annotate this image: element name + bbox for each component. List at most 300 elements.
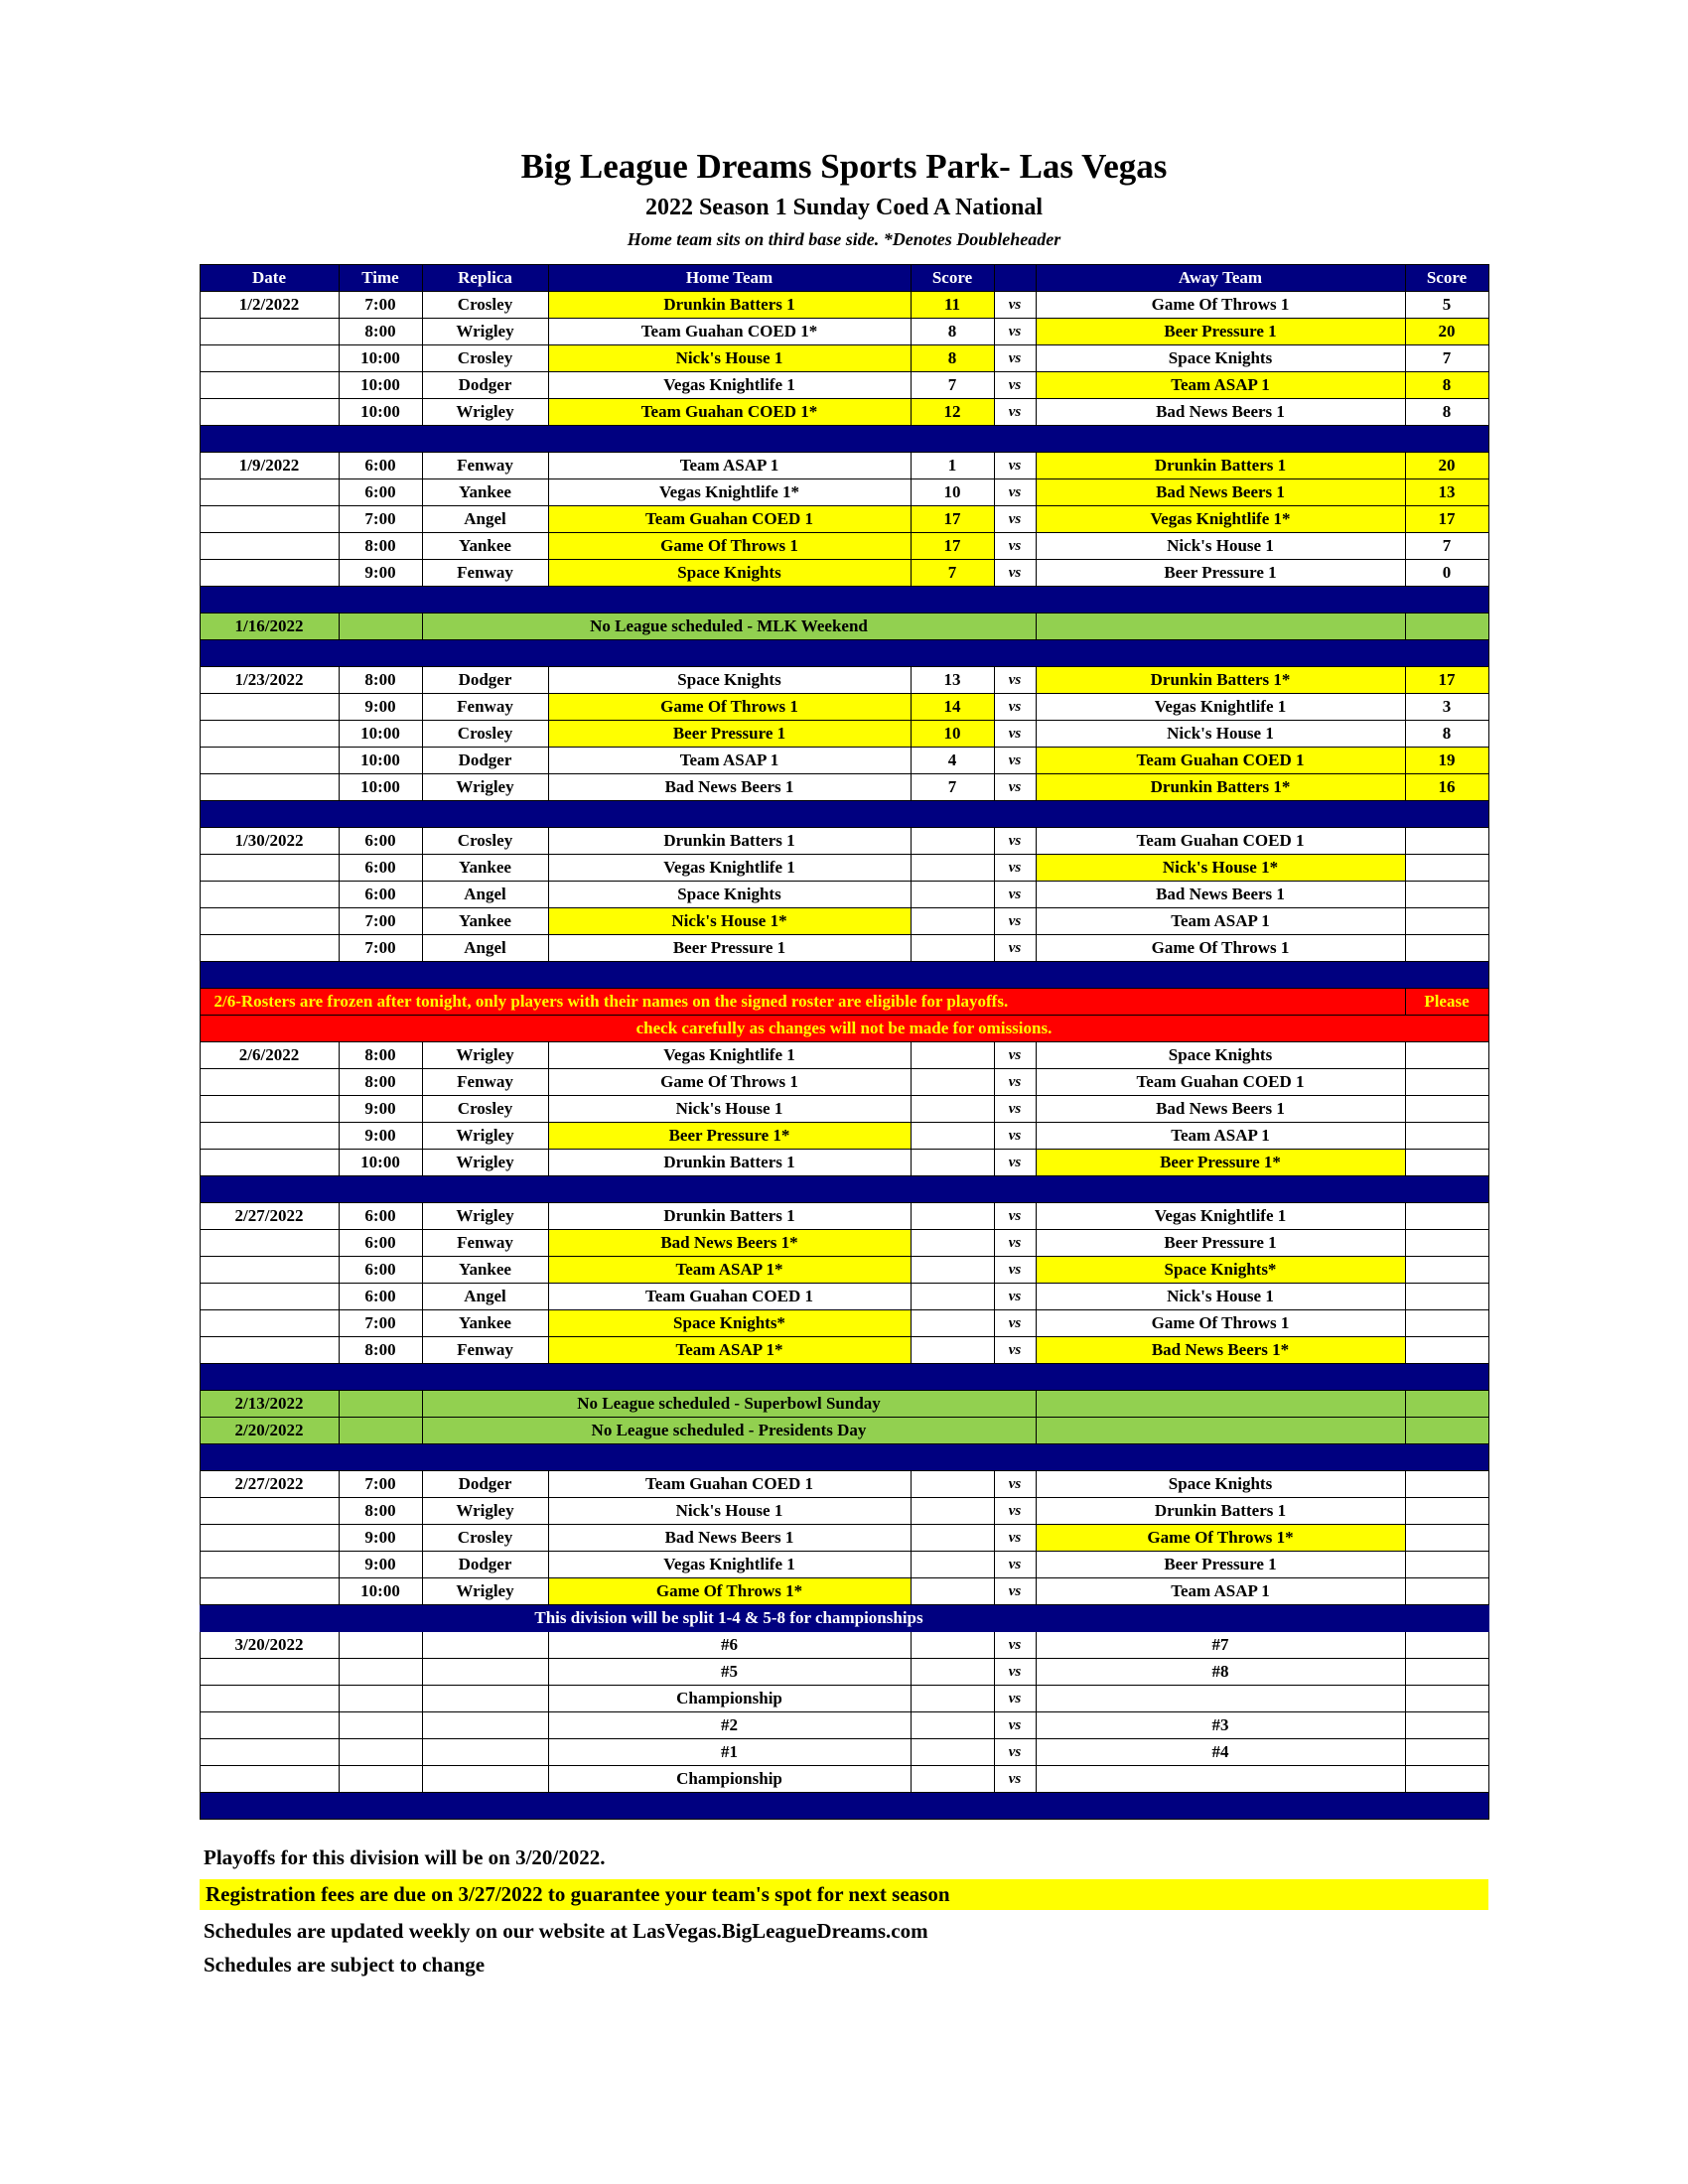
vs-label: vs [994, 1632, 1036, 1659]
game-row [200, 1739, 1488, 1766]
home-score-cell [911, 855, 994, 882]
home-team-cell: Vegas Knightlife 1 [548, 1042, 911, 1069]
date-cell [200, 1659, 339, 1686]
away-score-cell: 13 [1405, 479, 1488, 506]
separator-row [200, 1176, 1488, 1203]
home-score-cell [911, 1284, 994, 1310]
vs-label: vs [994, 1552, 1036, 1578]
home-score-cell: 13 [911, 667, 994, 694]
vs-label: vs [994, 748, 1036, 774]
time-cell: 10:00 [339, 399, 422, 426]
home-team-cell: Nick's House 1 [548, 1096, 911, 1123]
replica-cell: Angel [422, 935, 548, 962]
date-cell [200, 1337, 339, 1364]
away-team-cell: Bad News Beers 1* [1036, 1337, 1405, 1364]
home-team-cell: Team Guahan COED 1 [548, 506, 911, 533]
home-score-cell: 14 [911, 694, 994, 721]
vs-label: vs [994, 292, 1036, 319]
home-team-cell: Nick's House 1* [548, 908, 911, 935]
replica-cell [422, 1632, 548, 1659]
game-row [200, 1659, 1488, 1686]
date-cell [200, 1257, 339, 1284]
home-score-cell: 11 [911, 292, 994, 319]
replica-cell: Crosley [422, 828, 548, 855]
vs-label: vs [994, 1712, 1036, 1739]
page-header [0, 0, 1688, 250]
time-cell: 9:00 [339, 1525, 422, 1552]
date-cell [200, 774, 339, 801]
game-row [200, 1123, 1488, 1150]
replica-cell: Yankee [422, 908, 548, 935]
home-team-cell: Game Of Throws 1 [548, 533, 911, 560]
home-team-cell: Team Guahan COED 1 [548, 1284, 911, 1310]
away-team-cell: Team Guahan COED 1 [1036, 828, 1405, 855]
replica-cell: Wrigley [422, 1123, 548, 1150]
game-row [200, 1203, 1488, 1230]
away-score-cell [1405, 1391, 1488, 1418]
home-team-cell: Bad News Beers 1 [548, 774, 911, 801]
game-row [200, 935, 1488, 962]
home-team-cell: Vegas Knightlife 1* [548, 479, 911, 506]
date-cell: 1/2/2022 [200, 292, 339, 319]
away-score-cell [1405, 1337, 1488, 1364]
home-score-cell [911, 1552, 994, 1578]
column-header-away-team: Away Team [1036, 265, 1405, 292]
vs-label: vs [994, 774, 1036, 801]
vs-label: vs [994, 479, 1036, 506]
away-team-cell: Team ASAP 1 [1036, 372, 1405, 399]
separator-row [200, 426, 1488, 453]
home-score-cell: 10 [911, 479, 994, 506]
home-team-cell: Vegas Knightlife 1 [548, 855, 911, 882]
vs-label: vs [994, 721, 1036, 748]
vs-label: vs [994, 667, 1036, 694]
time-cell [339, 1659, 422, 1686]
away-team-cell: #4 [1036, 1739, 1405, 1766]
home-team-cell: Team Guahan COED 1* [548, 399, 911, 426]
vs-label: vs [994, 319, 1036, 345]
date-cell [200, 479, 339, 506]
away-score-cell: 20 [1405, 453, 1488, 479]
home-score-cell [911, 1686, 994, 1712]
vs-label: vs [994, 1310, 1036, 1337]
time-cell [339, 1686, 422, 1712]
time-cell: 7:00 [339, 908, 422, 935]
date-cell [200, 319, 339, 345]
game-row [200, 748, 1488, 774]
date-cell [200, 533, 339, 560]
away-team-cell: Bad News Beers 1 [1036, 882, 1405, 908]
away-team-cell: Vegas Knightlife 1 [1036, 694, 1405, 721]
game-row [200, 1150, 1488, 1176]
time-cell: 9:00 [339, 560, 422, 587]
away-team-cell: Bad News Beers 1 [1036, 1096, 1405, 1123]
replica-cell: Wrigley [422, 774, 548, 801]
time-cell: 6:00 [339, 1284, 422, 1310]
separator-band [200, 640, 1488, 667]
page-footer [200, 1845, 1488, 1978]
home-score-cell [911, 1069, 994, 1096]
time-cell: 6:00 [339, 882, 422, 908]
home-score-cell [911, 1203, 994, 1230]
date-cell: 3/20/2022 [200, 1632, 339, 1659]
separator-band [200, 962, 1488, 989]
game-row [200, 1042, 1488, 1069]
time-cell: 9:00 [339, 1123, 422, 1150]
replica-cell [422, 1739, 548, 1766]
vs-label: vs [994, 533, 1036, 560]
column-header-score: Score [911, 265, 994, 292]
home-score-cell [911, 1042, 994, 1069]
home-team-cell: Space Knights* [548, 1310, 911, 1337]
time-cell: 6:00 [339, 1203, 422, 1230]
game-row [200, 1471, 1488, 1498]
table-header-row [200, 265, 1488, 292]
home-team-cell: #5 [548, 1659, 911, 1686]
vs-label: vs [994, 1739, 1036, 1766]
time-cell: 8:00 [339, 1337, 422, 1364]
home-team-cell: #6 [548, 1632, 911, 1659]
separator-row [200, 801, 1488, 828]
game-row [200, 1096, 1488, 1123]
replica-cell: Fenway [422, 694, 548, 721]
separator-row [200, 1444, 1488, 1471]
time-cell [339, 614, 422, 640]
notice-message: No League scheduled - Superbowl Sunday [422, 1391, 1036, 1418]
home-team-cell: Drunkin Batters 1 [548, 1150, 911, 1176]
date-cell [200, 1069, 339, 1096]
home-score-cell: 8 [911, 345, 994, 372]
time-cell: 8:00 [339, 1069, 422, 1096]
vs-label: vs [994, 1284, 1036, 1310]
time-cell: 9:00 [339, 694, 422, 721]
vs-label: vs [994, 828, 1036, 855]
website-note: Schedules are updated weekly on our website at LasVegas.BigLeagueDreams.com [204, 1919, 928, 1943]
notice-row [200, 614, 1488, 640]
time-cell: 10:00 [339, 372, 422, 399]
separator-band [200, 1444, 1488, 1471]
home-team-cell: Game Of Throws 1 [548, 694, 911, 721]
date-cell: 2/27/2022 [200, 1203, 339, 1230]
date-cell [200, 748, 339, 774]
home-score-cell: 7 [911, 560, 994, 587]
home-score-cell: 7 [911, 372, 994, 399]
replica-cell: Wrigley [422, 1203, 548, 1230]
home-score-cell [911, 1632, 994, 1659]
vs-label: vs [994, 1686, 1036, 1712]
vs-label: vs [994, 506, 1036, 533]
vs-label: vs [994, 882, 1036, 908]
game-row [200, 1310, 1488, 1337]
home-score-cell [911, 828, 994, 855]
away-score-cell [1405, 1310, 1488, 1337]
separator-row [200, 587, 1488, 614]
home-score-cell [911, 1310, 994, 1337]
replica-cell: Yankee [422, 1257, 548, 1284]
away-score-cell: 17 [1405, 506, 1488, 533]
home-team-cell: Team ASAP 1 [548, 453, 911, 479]
home-team-cell: Team ASAP 1* [548, 1257, 911, 1284]
separator-row [200, 1793, 1488, 1820]
notice-row [200, 1418, 1488, 1444]
notice-message: No League scheduled - MLK Weekend [422, 614, 1036, 640]
time-cell: 6:00 [339, 1230, 422, 1257]
away-team-cell: Team ASAP 1 [1036, 1578, 1405, 1605]
away-team-cell: Drunkin Batters 1* [1036, 667, 1405, 694]
roster-freeze-message: 2/6-Rosters are frozen after tonight, only players with their names on the signed roster are eligible for playoffs. [200, 989, 1405, 1016]
time-cell [339, 1739, 422, 1766]
spacer-cell [1036, 1605, 1405, 1632]
separator-band [200, 587, 1488, 614]
notice-row [200, 1391, 1488, 1418]
home-score-cell [911, 882, 994, 908]
game-row [200, 1766, 1488, 1793]
away-team-cell: Drunkin Batters 1* [1036, 774, 1405, 801]
vs-label: vs [994, 935, 1036, 962]
date-cell [200, 1525, 339, 1552]
replica-cell: Fenway [422, 1069, 548, 1096]
replica-cell: Dodger [422, 667, 548, 694]
away-team-cell: Bad News Beers 1 [1036, 399, 1405, 426]
vs-label: vs [994, 1230, 1036, 1257]
away-score-cell [1405, 1632, 1488, 1659]
date-cell [200, 1498, 339, 1525]
time-cell [339, 1712, 422, 1739]
date-cell [200, 908, 339, 935]
home-score-cell [911, 1766, 994, 1793]
away-score-cell: 16 [1405, 774, 1488, 801]
date-cell: 1/23/2022 [200, 667, 339, 694]
home-score-cell: 8 [911, 319, 994, 345]
away-team-cell: Team Guahan COED 1 [1036, 1069, 1405, 1096]
game-row [200, 1525, 1488, 1552]
away-score-cell [1405, 1525, 1488, 1552]
home-team-cell: Nick's House 1 [548, 1498, 911, 1525]
home-team-cell: Team Guahan COED 1 [548, 1471, 911, 1498]
time-cell [339, 1766, 422, 1793]
date-cell [200, 855, 339, 882]
away-score-cell: 20 [1405, 319, 1488, 345]
game-row [200, 1578, 1488, 1605]
game-row [200, 453, 1488, 479]
home-score-cell [911, 1096, 994, 1123]
home-score-cell: 7 [911, 774, 994, 801]
away-score-cell [1405, 1739, 1488, 1766]
roster-freeze-message-cont: Please [1405, 989, 1488, 1016]
date-cell [200, 1712, 339, 1739]
home-team-cell: Nick's House 1 [548, 345, 911, 372]
away-team-cell: Space Knights* [1036, 1257, 1405, 1284]
away-team-cell: #8 [1036, 1659, 1405, 1686]
separator-row [200, 640, 1488, 667]
game-row [200, 372, 1488, 399]
away-team-cell: Space Knights [1036, 1042, 1405, 1069]
date-cell [200, 1552, 339, 1578]
away-score-cell [1405, 1203, 1488, 1230]
home-score-cell [911, 1123, 994, 1150]
away-team-cell: Beer Pressure 1 [1036, 319, 1405, 345]
date-cell [200, 506, 339, 533]
away-team-cell: Game Of Throws 1* [1036, 1525, 1405, 1552]
schedule-table [200, 264, 1489, 1820]
separator-band [200, 1793, 1488, 1820]
away-team-cell [1036, 1766, 1405, 1793]
away-score-cell [1405, 1498, 1488, 1525]
time-cell: 10:00 [339, 774, 422, 801]
replica-cell: Crosley [422, 1525, 548, 1552]
away-score-cell [1405, 828, 1488, 855]
home-score-cell: 10 [911, 721, 994, 748]
spacer-cell [200, 1605, 422, 1632]
home-score-cell [911, 1525, 994, 1552]
home-team-cell: Team Guahan COED 1* [548, 319, 911, 345]
away-score-cell [1405, 908, 1488, 935]
away-team-cell: Bad News Beers 1 [1036, 479, 1405, 506]
roster-freeze-message-line2: check carefully as changes will not be made for omissions. [200, 1016, 1488, 1042]
time-cell: 6:00 [339, 828, 422, 855]
away-score-cell: 7 [1405, 345, 1488, 372]
separator-band [200, 801, 1488, 828]
away-score-cell [1405, 1284, 1488, 1310]
replica-cell: Yankee [422, 1310, 548, 1337]
away-score-cell: 17 [1405, 667, 1488, 694]
home-score-cell [911, 1659, 994, 1686]
away-score-cell [1405, 1069, 1488, 1096]
home-score-cell [911, 935, 994, 962]
replica-cell: Dodger [422, 1471, 548, 1498]
away-score-cell: 19 [1405, 748, 1488, 774]
game-row [200, 667, 1488, 694]
column-header-time: Time [339, 265, 422, 292]
time-cell [339, 1391, 422, 1418]
vs-label: vs [994, 453, 1036, 479]
replica-cell: Wrigley [422, 1498, 548, 1525]
replica-cell: Fenway [422, 560, 548, 587]
time-cell [339, 1632, 422, 1659]
away-team-cell: Game Of Throws 1 [1036, 292, 1405, 319]
date-cell [200, 1230, 339, 1257]
game-row [200, 1686, 1488, 1712]
time-cell: 10:00 [339, 1578, 422, 1605]
replica-cell: Wrigley [422, 1042, 548, 1069]
away-score-cell [1405, 1123, 1488, 1150]
game-row [200, 1337, 1488, 1364]
game-row [200, 1257, 1488, 1284]
game-row [200, 1230, 1488, 1257]
time-cell: 8:00 [339, 1498, 422, 1525]
away-team-cell: Nick's House 1 [1036, 533, 1405, 560]
separator-row [200, 962, 1488, 989]
home-score-cell: 17 [911, 506, 994, 533]
replica-cell: Yankee [422, 533, 548, 560]
game-row [200, 882, 1488, 908]
away-team-cell: Game Of Throws 1 [1036, 1310, 1405, 1337]
vs-label: vs [994, 345, 1036, 372]
away-score-cell: 5 [1405, 292, 1488, 319]
home-team-cell: Championship [548, 1686, 911, 1712]
banner-sub-row [200, 1016, 1488, 1042]
away-team-cell: Vegas Knightlife 1 [1036, 1203, 1405, 1230]
separator-band [200, 1176, 1488, 1203]
date-cell [200, 345, 339, 372]
away-team-cell: Drunkin Batters 1 [1036, 453, 1405, 479]
away-team-cell: Nick's House 1* [1036, 855, 1405, 882]
replica-cell: Wrigley [422, 319, 548, 345]
date-cell: 1/9/2022 [200, 453, 339, 479]
date-cell: 2/27/2022 [200, 1471, 339, 1498]
division-split-note: This division will be split 1-4 & 5-8 for championships [422, 1605, 1036, 1632]
subject-to-change-note: Schedules are subject to change [204, 1953, 486, 1977]
game-row [200, 908, 1488, 935]
home-team-cell: Team ASAP 1 [548, 748, 911, 774]
away-score-cell [1405, 1712, 1488, 1739]
time-cell: 8:00 [339, 667, 422, 694]
replica-cell: Angel [422, 1284, 548, 1310]
time-cell: 9:00 [339, 1552, 422, 1578]
replica-cell: Angel [422, 882, 548, 908]
game-row [200, 694, 1488, 721]
home-score-cell [911, 1498, 994, 1525]
home-score-cell: 4 [911, 748, 994, 774]
date-cell [200, 1310, 339, 1337]
home-team-cell: Beer Pressure 1* [548, 1123, 911, 1150]
home-team-cell: Drunkin Batters 1 [548, 292, 911, 319]
replica-cell: Wrigley [422, 1150, 548, 1176]
away-team-cell [1036, 1391, 1405, 1418]
date-cell [200, 1123, 339, 1150]
vs-label: vs [994, 1069, 1036, 1096]
away-score-cell: 8 [1405, 372, 1488, 399]
away-score-cell [1405, 1552, 1488, 1578]
page-note: Home team sits on third base side. *Denotes Doubleheader [627, 229, 1061, 249]
replica-cell: Dodger [422, 372, 548, 399]
date-cell [200, 721, 339, 748]
replica-cell: Dodger [422, 1552, 548, 1578]
game-row [200, 828, 1488, 855]
game-row [200, 1712, 1488, 1739]
time-cell: 9:00 [339, 1096, 422, 1123]
away-score-cell: 7 [1405, 533, 1488, 560]
away-team-cell: Space Knights [1036, 1471, 1405, 1498]
banner-main-row [200, 989, 1488, 1016]
away-score-cell [1405, 1418, 1488, 1444]
vs-label: vs [994, 1150, 1036, 1176]
home-score-cell: 1 [911, 453, 994, 479]
home-score-cell [911, 1712, 994, 1739]
away-score-cell [1405, 1230, 1488, 1257]
home-score-cell: 12 [911, 399, 994, 426]
home-score-cell [911, 1150, 994, 1176]
home-score-cell [911, 1578, 994, 1605]
home-score-cell [911, 1257, 994, 1284]
column-header-vs [994, 265, 1036, 292]
away-score-cell [1405, 882, 1488, 908]
separator-row [200, 1364, 1488, 1391]
replica-cell [422, 1659, 548, 1686]
time-cell: 6:00 [339, 1257, 422, 1284]
vs-label: vs [994, 560, 1036, 587]
replica-cell: Crosley [422, 721, 548, 748]
home-team-cell: #1 [548, 1739, 911, 1766]
vs-label: vs [994, 399, 1036, 426]
replica-cell: Fenway [422, 453, 548, 479]
vs-label: vs [994, 855, 1036, 882]
home-team-cell: Championship [548, 1766, 911, 1793]
game-row [200, 1498, 1488, 1525]
away-team-cell: Vegas Knightlife 1* [1036, 506, 1405, 533]
away-score-cell [1405, 1042, 1488, 1069]
time-cell: 8:00 [339, 533, 422, 560]
